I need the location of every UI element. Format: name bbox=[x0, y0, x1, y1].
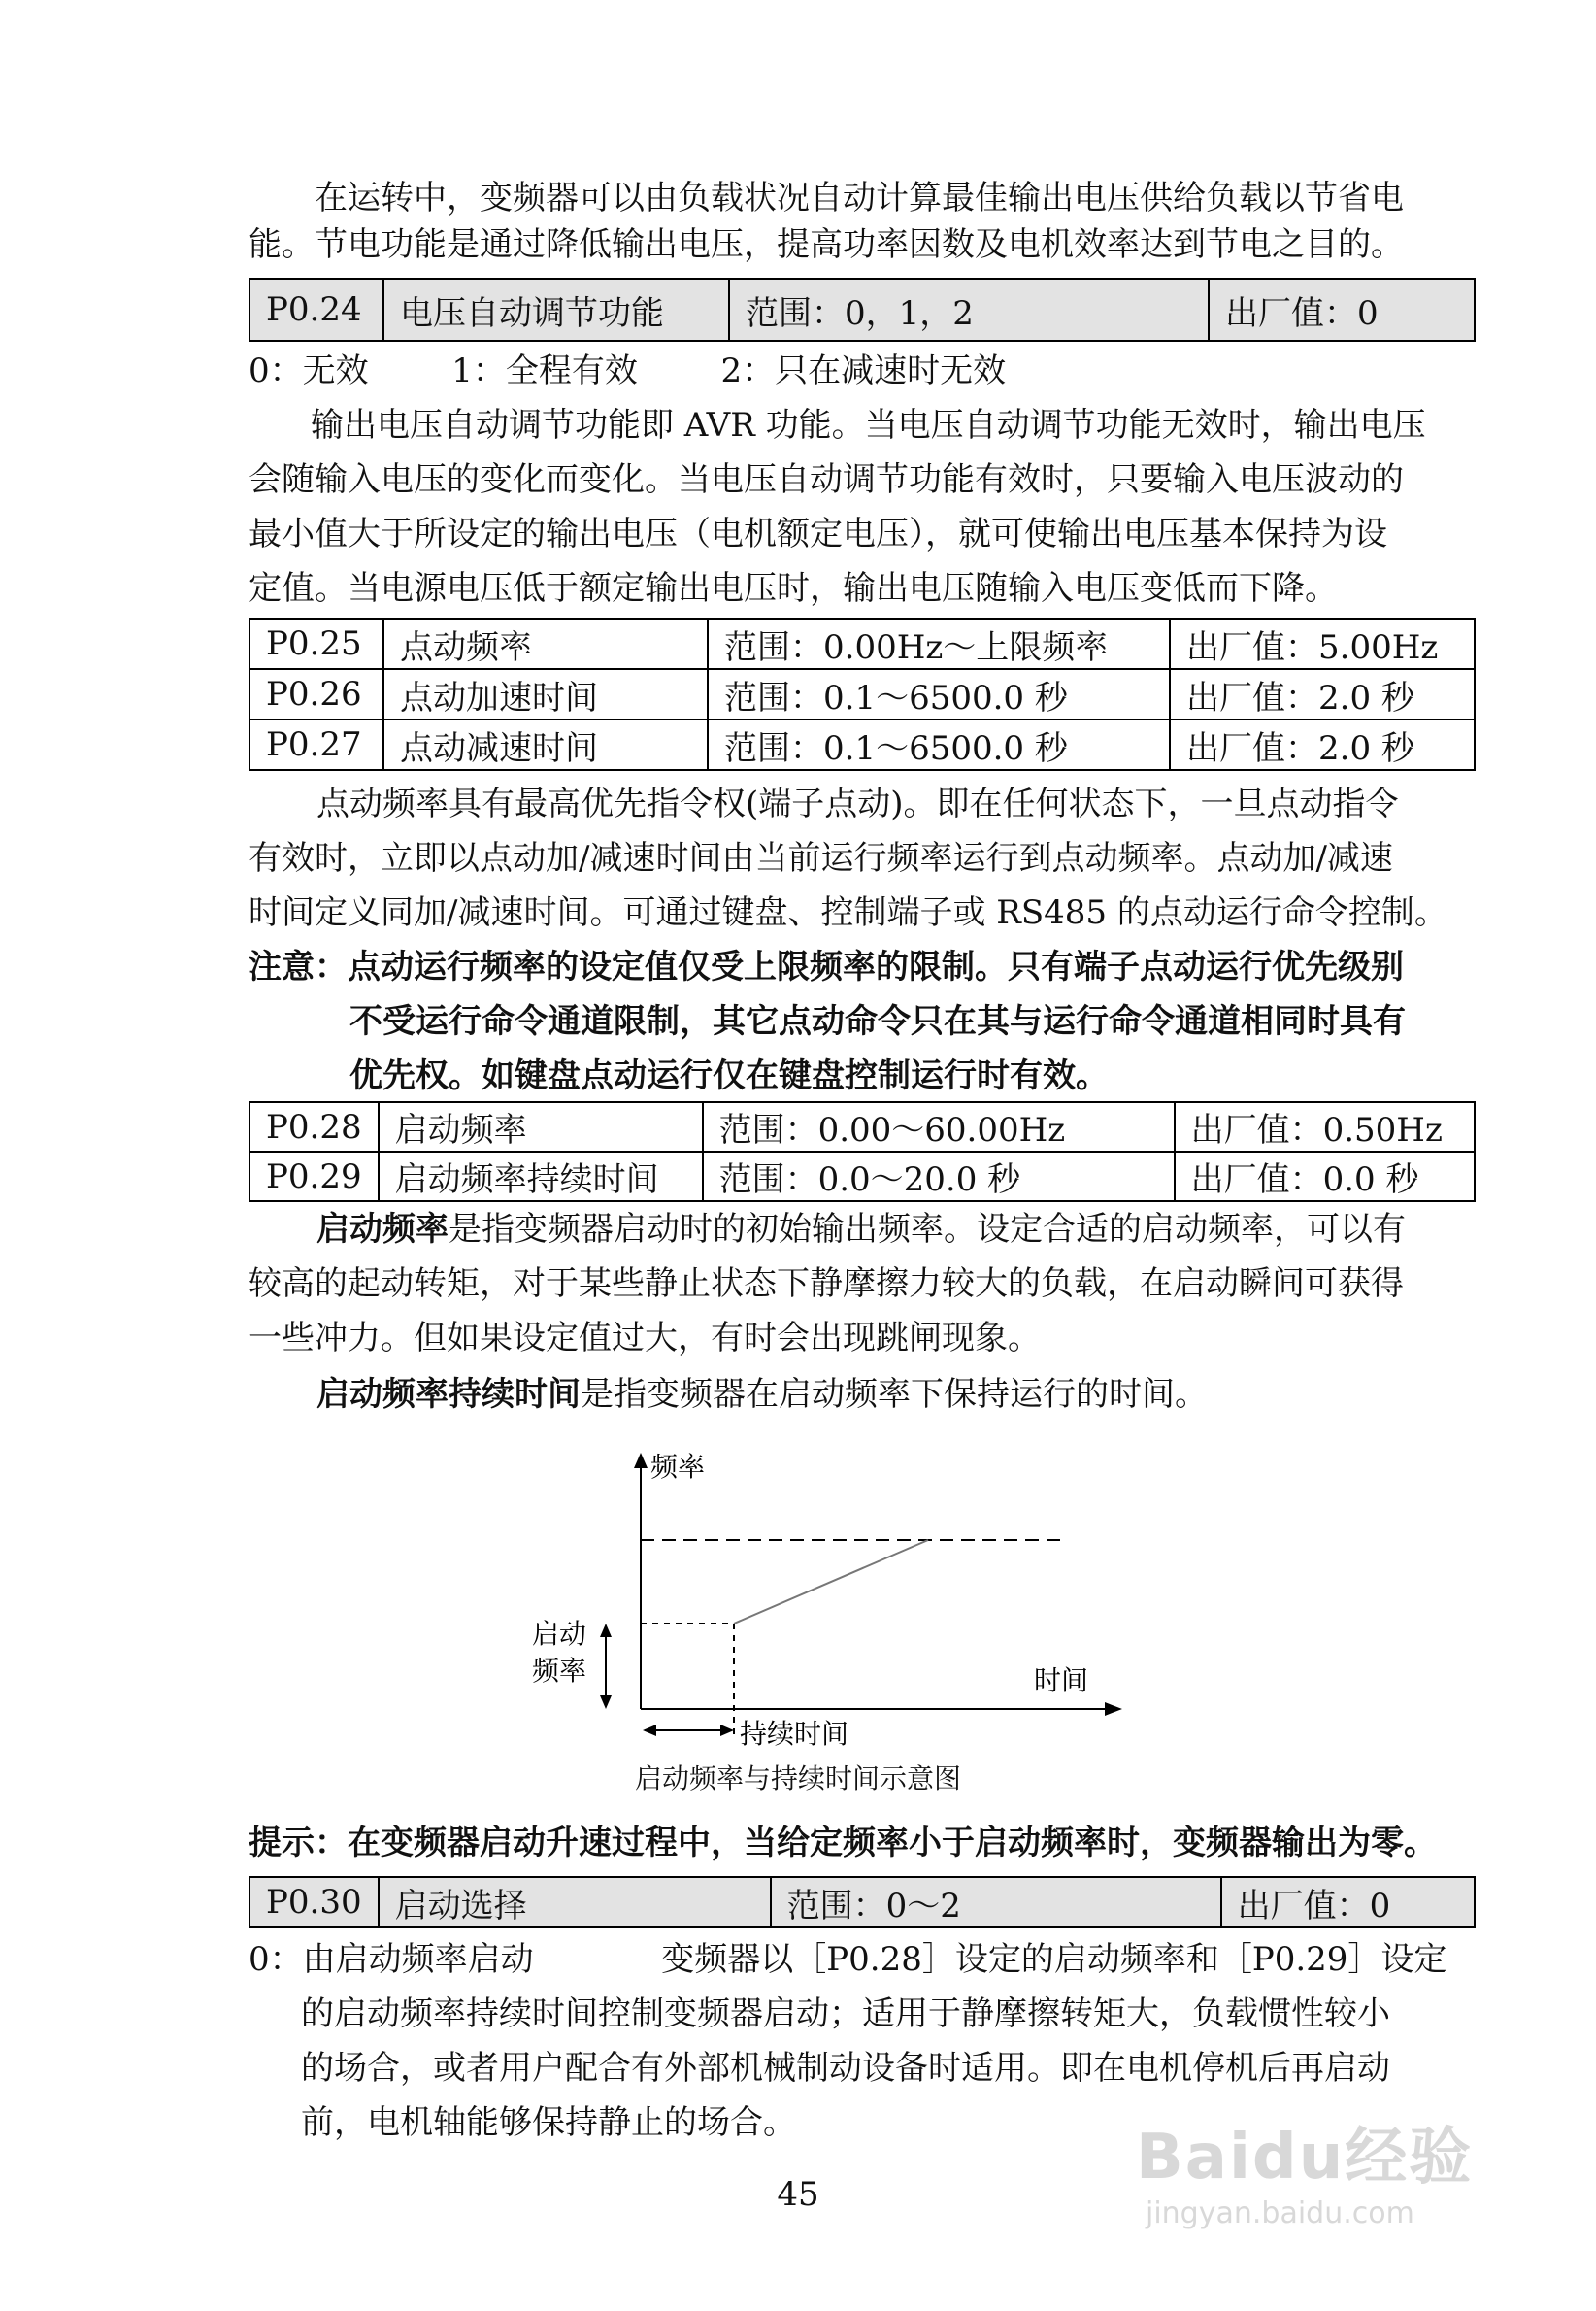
param-range: 范围：0.1～6500.0 秒 bbox=[708, 669, 1170, 720]
param-table-p024 bbox=[249, 278, 1476, 342]
param-default: 出厂值：0.50Hz bbox=[1175, 1102, 1475, 1152]
start-freq-term: 启动频率 bbox=[316, 1210, 449, 1249]
param-code: P0.25 bbox=[249, 619, 383, 669]
param-code: P0.24 bbox=[249, 279, 383, 341]
avr-line-1: 输出电压自动调节功能即 AVR 功能。当电压自动调节功能无效时，输出电压 bbox=[311, 406, 1426, 445]
param-range: 范围：0～2 bbox=[771, 1877, 1221, 1927]
jog-line-1: 点动频率具有最高优先指令权(端子点动)。即在任何状态下，一旦点动指令 bbox=[316, 785, 1399, 823]
hold-time-term: 启动频率持续时间 bbox=[316, 1375, 581, 1414]
hold-time-rest: 是指变频器在启动频率下保持运行的时间。 bbox=[581, 1375, 1208, 1414]
option-2: 2：只在减速时无效 bbox=[720, 352, 1007, 390]
start-frequency-diagram bbox=[505, 1447, 1126, 1758]
param-code: P0.27 bbox=[249, 720, 383, 770]
param-range: 范围：0，1，2 bbox=[729, 279, 1209, 341]
param-default: 出厂值：2.0 秒 bbox=[1170, 720, 1475, 770]
page-number: 45 bbox=[777, 2175, 819, 2214]
x-axis-label: 时间 bbox=[1034, 1664, 1089, 1696]
avr-line-2: 会随输入电压的变化而变化。当电压自动调节功能有效时，只要输入电压波动的 bbox=[249, 460, 1404, 499]
hold-time-line bbox=[316, 1367, 1208, 1422]
watermark-brand: Baidu经验 bbox=[1136, 2122, 1474, 2194]
jog-line-2: 有效时，立即以点动加/减速时间由当前运行频率运行到点动频率。点动加/减速 bbox=[249, 839, 1393, 878]
p030-option-0-line-2: 的启动频率持续时间控制变频器启动；适用于静摩擦转矩大，负载惯性较小 bbox=[301, 1994, 1390, 2033]
option-1: 1：全程有效 bbox=[451, 352, 638, 390]
start-freq-up-arrow-icon bbox=[600, 1624, 612, 1637]
option-0-desc-1: 变频器以［P0.28］设定的启动频率和［P0.29］设定 bbox=[661, 1940, 1447, 1979]
table-row bbox=[249, 619, 1475, 669]
tip-line: 提示：在变频器启动升速过程中，当给定频率小于启动频率时，变频器输出为零。 bbox=[249, 1824, 1437, 1862]
start-freq-line-1 bbox=[316, 1202, 1406, 1256]
hold-left-arrow-icon bbox=[643, 1725, 656, 1736]
hold-right-arrow-icon bbox=[720, 1725, 734, 1736]
table-row bbox=[249, 1102, 1475, 1152]
param-range: 范围：0.1～6500.0 秒 bbox=[708, 720, 1170, 770]
start-freq-line-3: 一些冲力。但如果设定值过大，有时会出现跳闸现象。 bbox=[249, 1319, 1041, 1357]
option-0-label: 0：由启动频率启动 bbox=[249, 1940, 534, 1979]
param-name: 启动频率持续时间 bbox=[379, 1152, 703, 1201]
param-code: P0.28 bbox=[249, 1102, 379, 1152]
baidu-watermark bbox=[1136, 2107, 1473, 2230]
param-default: 出厂值：5.00Hz bbox=[1170, 619, 1475, 669]
param-code: P0.30 bbox=[249, 1877, 379, 1927]
x-axis-arrow-icon bbox=[1105, 1702, 1122, 1716]
param-range: 范围：0.00Hz～上限频率 bbox=[708, 619, 1170, 669]
y-axis-label: 频率 bbox=[650, 1451, 706, 1483]
start-freq-label-2: 频率 bbox=[532, 1655, 587, 1687]
start-freq-down-arrow-icon bbox=[600, 1695, 612, 1709]
p030-option-0-line-4: 前，电机轴能够保持静止的场合。 bbox=[301, 2103, 796, 2142]
param-range: 范围：0.0～20.0 秒 bbox=[703, 1152, 1175, 1201]
note-line-1: 注意：点动运行频率的设定值仅受上限频率的限制。只有端子点动运行优先级别 bbox=[249, 948, 1404, 987]
param-name: 点动减速时间 bbox=[383, 720, 708, 770]
param-code: P0.29 bbox=[249, 1152, 379, 1201]
table-row bbox=[249, 720, 1475, 770]
param-name: 点动加速时间 bbox=[383, 669, 708, 720]
param-name: 点动频率 bbox=[383, 619, 708, 669]
table-row bbox=[249, 669, 1475, 720]
p030-option-0-line-3: 的场合，或者用户配合有外部机械制动设备时适用。即在电机停机后再启动 bbox=[301, 2049, 1390, 2088]
hold-time-label: 持续时间 bbox=[740, 1718, 849, 1750]
p024-options bbox=[249, 344, 1006, 398]
avr-line-3: 最小值大于所设定的输出电压（电机额定电压），就可使输出电压基本保持为设 bbox=[249, 515, 1387, 553]
avr-line-4: 定值。当电源电压低于额定输出电压时，输出电压随输入电压变低而下降。 bbox=[249, 569, 1338, 608]
ramp-line bbox=[734, 1540, 928, 1624]
p030-option-0-line-1 bbox=[249, 1932, 1446, 1987]
start-freq-line-2: 较高的起动转矩，对于某些静止状态下静摩擦力较大的负载，在启动瞬间可获得 bbox=[249, 1264, 1404, 1303]
diagram-caption: 启动频率与持续时间示意图 bbox=[634, 1762, 961, 1794]
watermark-url: jingyan.baidu.com bbox=[1146, 2196, 1414, 2230]
param-name: 启动频率 bbox=[379, 1102, 703, 1152]
note-line-3: 优先权。如键盘点动运行仅在键盘控制运行时有效。 bbox=[349, 1056, 1109, 1095]
note-line-2: 不受运行命令通道限制，其它点动命令只在其与运行命令通道相同时具有 bbox=[349, 1002, 1406, 1041]
param-table-start bbox=[249, 1101, 1476, 1202]
option-0: 0：无效 bbox=[249, 352, 369, 390]
jog-line-3: 时间定义同加/减速时间。可通过键盘、控制端子或 RS485 的点动运行命令控制。 bbox=[249, 893, 1447, 932]
table-row bbox=[249, 1152, 1475, 1201]
param-table-p030 bbox=[249, 1876, 1476, 1928]
intro-line-1: 在运转中，变频器可以由负载状况自动计算最佳输出电压供给负载以节省电 bbox=[315, 179, 1404, 218]
start-freq-rest: 是指变频器启动时的初始输出频率。设定合适的启动频率，可以有 bbox=[449, 1210, 1406, 1249]
param-code: P0.26 bbox=[249, 669, 383, 720]
param-table-jog bbox=[249, 618, 1476, 771]
param-default: 出厂值：0 bbox=[1209, 279, 1475, 341]
param-name: 电压自动调节功能 bbox=[383, 279, 729, 341]
param-range: 范围：0.00～60.00Hz bbox=[703, 1102, 1175, 1152]
param-default: 出厂值：2.0 秒 bbox=[1170, 669, 1475, 720]
start-freq-label-1: 启动 bbox=[532, 1618, 587, 1650]
param-default: 出厂值：0.0 秒 bbox=[1175, 1152, 1475, 1201]
y-axis-arrow-icon bbox=[634, 1453, 648, 1468]
intro-line-2: 能。节电功能是通过降低输出电压，提高功率因数及电机效率达到节电之目的。 bbox=[249, 225, 1404, 264]
param-default: 出厂值：0 bbox=[1221, 1877, 1475, 1927]
param-name: 启动选择 bbox=[379, 1877, 771, 1927]
